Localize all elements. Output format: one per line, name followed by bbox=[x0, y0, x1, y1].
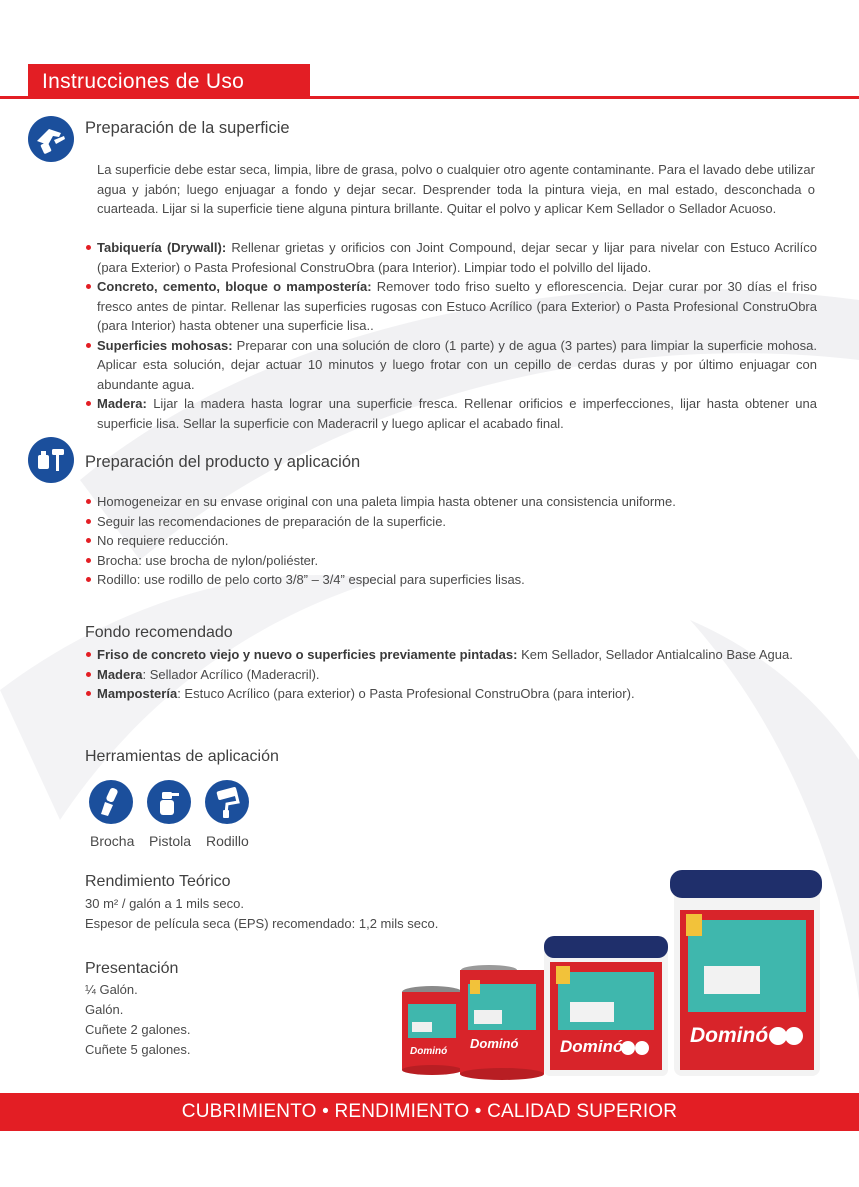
presentacion-item: Galón. bbox=[85, 1002, 124, 1017]
fondo-list bbox=[85, 645, 817, 704]
spray-gun-icon bbox=[147, 780, 191, 824]
header-title: Instrucciones de Uso bbox=[42, 70, 245, 93]
roller-icon bbox=[205, 780, 249, 824]
list-item bbox=[85, 645, 817, 665]
item-text: : Estuco Acrílico (para exterior) o Pasta Profesional ConstruObra (para interior). bbox=[177, 686, 635, 701]
list-item: Rodillo: use rodillo de pelo corto 3/8” – 3/4” especial para superficies lisas. bbox=[85, 570, 817, 590]
item-term: Superficies mohosas: bbox=[97, 337, 233, 353]
paint-tools-icon bbox=[28, 437, 74, 483]
brush-icon bbox=[89, 780, 133, 824]
tool-label-pistola: Pistola bbox=[149, 833, 192, 849]
item-term: Tabiquería (Drywall): bbox=[97, 240, 227, 255]
product-section-title: Preparación del producto y aplicación bbox=[85, 453, 361, 471]
list-item: Homogeneizar en su envase original con una paleta limpia hasta obtener una consistencia uniforme. bbox=[85, 492, 817, 512]
item-text: Rellenar grietas y orificios con Joint Compound, dejar secar y lijar para nivelar con Estuco Acrilíco (para Exterior) o Pasta Profesional ConstruObra (para Interior). Limpiar todo el polvillo del lijado. bbox=[97, 240, 817, 275]
list-item bbox=[85, 336, 817, 395]
item-term: Concreto, cemento, bloque o mampostería: bbox=[97, 279, 372, 294]
tool-label-rodillo: Rodillo bbox=[206, 833, 249, 849]
presentacion-item: Cuñete 2 galones. bbox=[85, 1022, 191, 1037]
header-banner bbox=[28, 64, 310, 99]
list-item bbox=[85, 238, 817, 277]
gallon-can bbox=[460, 965, 544, 1080]
item-term: Madera: bbox=[97, 396, 147, 411]
list-item: No requiere reducción. bbox=[85, 531, 817, 551]
presentacion-title: Presentación bbox=[85, 960, 179, 977]
bucket-5-gallon bbox=[670, 870, 822, 1076]
brand-label: Dominó bbox=[690, 1024, 769, 1047]
item-text: Preparar con una solución de cloro (1 parte) y de agua (3 partes) para limpiar la superficie mohosa. Aplicar esta solución, dejar actuar 10 minutos y luego frotar con un cepillo de cerdas duras y por último enjuagar con abundante agua. bbox=[97, 337, 817, 392]
brand-label: Dominó bbox=[470, 1036, 519, 1051]
presentacion-item: Cuñete 5 galones. bbox=[85, 1042, 191, 1057]
item-text: Kem Sellador, Sellador Antialcalino Base Agua. bbox=[517, 647, 793, 662]
item-term: Mampostería bbox=[97, 686, 178, 701]
list-item bbox=[85, 277, 817, 336]
footer-banner bbox=[0, 1093, 859, 1131]
wall-scraper-icon bbox=[28, 116, 74, 162]
item-term: Madera bbox=[97, 666, 143, 682]
product-containers-image bbox=[398, 862, 828, 1082]
list-item bbox=[85, 684, 817, 704]
rendimiento-line-2: Espesor de película seca (EPS) recomendado: 1,2 mils seco. bbox=[85, 916, 439, 931]
list-item: Seguir las recomendaciones de preparación de la superficie. bbox=[85, 512, 817, 532]
brand-label: Dominó bbox=[560, 1037, 624, 1056]
list-item bbox=[85, 665, 817, 685]
surface-list bbox=[85, 238, 817, 433]
item-text: Lijar la madera hasta lograr una superficie fresca. Rellenar orificios e imperfecciones, lijar hasta obtener una superficie lisa. Sellar la superficie con Maderacril y luego aplicar el acabado final. bbox=[97, 396, 817, 431]
brand-label: Dominó bbox=[410, 1046, 448, 1057]
fondo-title: Fondo recomendado bbox=[85, 624, 233, 641]
list-item: Brocha: use brocha de nylon/poliéster. bbox=[85, 551, 817, 571]
list-item bbox=[85, 394, 817, 433]
item-text: : Sellador Acrílico (Maderacril). bbox=[142, 666, 320, 682]
rendimiento-line-1: 30 m² / galón a 1 mils seco. bbox=[85, 896, 244, 911]
presentacion-item: ¼ Galón. bbox=[85, 982, 138, 997]
quarter-gallon-can bbox=[402, 986, 462, 1075]
surface-intro-text: La superficie debe estar seca, limpia, libre de grasa, polvo o cualquier otro agente contaminante. Para el lavado debe utilizar agua y jabón; luego enjuagar a fondo y dejar secar. Desprender toda la pintura vieja, en mal estado, desconchada o cuarteada. Lijar si la superficie tiene alguna pintura brillante. Quitar el polvo y aplicar Kem Sellador o Sellador Acuoso. bbox=[97, 162, 815, 216]
tool-label-brocha: Brocha bbox=[90, 833, 135, 849]
tools-title: Herramientas de aplicación bbox=[85, 748, 279, 765]
item-term: Friso de concreto viejo y nuevo o superficies previamente pintadas: bbox=[97, 647, 518, 662]
product-list bbox=[85, 492, 817, 590]
bucket-2-gallon bbox=[544, 936, 668, 1076]
surface-section-title: Preparación de la superficie bbox=[85, 119, 290, 137]
footer-tagline: CUBRIMIENTO • RENDIMIENTO • CALIDAD SUPERIOR bbox=[181, 1101, 678, 1122]
rendimiento-title: Rendimiento Teórico bbox=[85, 873, 231, 890]
item-text: Remover todo friso suelto y eflorescencia. Dejar curar por 30 días el friso fresco antes de pintar. Rellenar las superficies rugosas con Estuco Acrílico (para Exterior) o Pasta Profesional ConstruObra (para Interior) hasta obtener una superficie lisa.. bbox=[97, 279, 817, 333]
